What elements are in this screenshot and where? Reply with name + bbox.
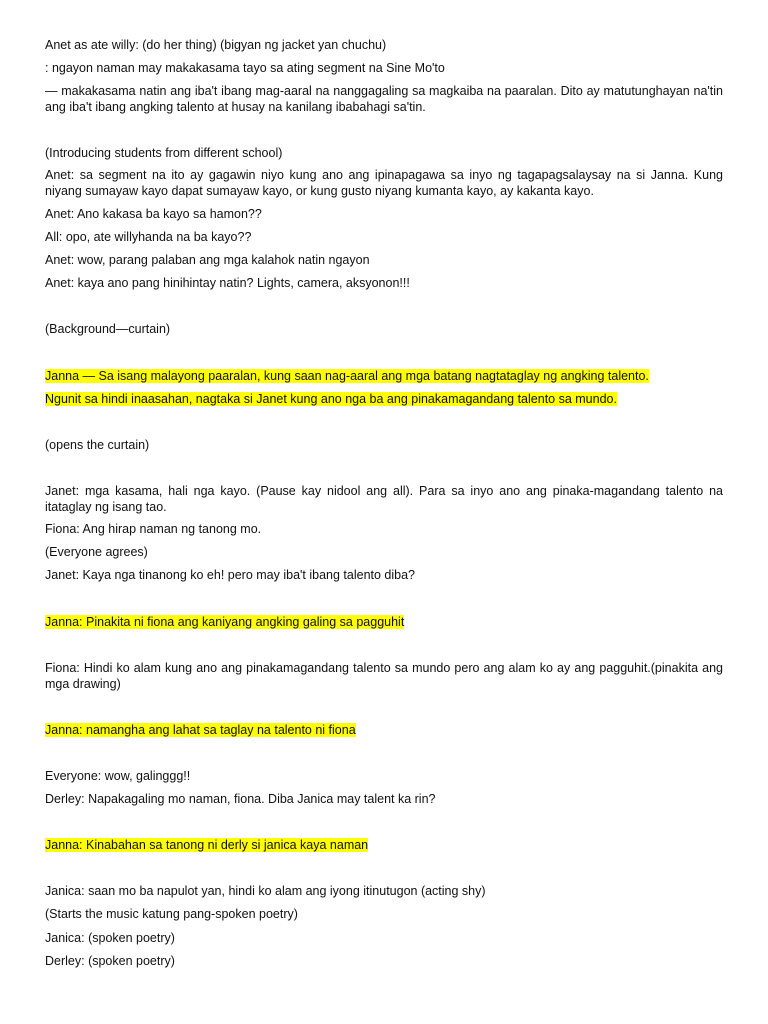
paragraph-text: Janet: Kaya nga tinanong ko eh! pero may iba't ibang talento diba? (45, 568, 416, 582)
script-paragraph (45, 230, 723, 246)
paragraph-text: (Background—curtain) (45, 322, 171, 336)
script-paragraph (45, 207, 723, 223)
script-paragraph (45, 484, 723, 515)
paragraph-text: (Everyone agrees) (45, 545, 148, 559)
script-paragraph (45, 322, 723, 338)
paragraph-text: Janna: Kinabahan sa tanong ni derly si janica kaya naman (45, 838, 369, 852)
paragraph-text: (Starts the music katung pang-spoken poetry) (45, 907, 298, 921)
highlighted-narration (45, 838, 723, 854)
script-paragraph (45, 438, 723, 454)
paragraph-text: (Introducing students from different school) (45, 146, 283, 160)
paragraph-text: Anet as ate willy: (do her thing) (bigyan ng jacket yan chuchu) (45, 38, 387, 52)
script-paragraph (45, 38, 723, 54)
highlighted-narration (45, 615, 723, 631)
highlighted-narration (45, 723, 723, 739)
paragraph-text: Derley: (spoken poetry) (45, 954, 175, 968)
script-paragraph (45, 954, 723, 970)
paragraph-text: Anet: Ano kakasa ba kayo sa hamon?? (45, 207, 262, 221)
paragraph-text: Everyone: wow, galinggg!! (45, 769, 191, 783)
paragraph-text: Anet: wow, parang palaban ang mga kalahok natin ngayon (45, 253, 370, 267)
paragraph-text: Janna — Sa isang malayong paaralan, kung saan nag-aaral ang mga batang nagtataglay ng angking talento. (45, 369, 649, 383)
paragraph-text: Janica: saan mo ba napulot yan, hindi ko alam ang iyong itinutugon (acting shy) (45, 884, 486, 898)
script-paragraph (45, 545, 723, 561)
paragraph-text: Derley: Napakagaling mo naman, fiona. Diba Janica may talent ka rin? (45, 792, 436, 806)
paragraph-text: Janna: namangha ang lahat sa taglay na talento ni fiona (45, 723, 356, 737)
script-paragraph (45, 769, 723, 785)
script-paragraph (45, 792, 723, 808)
paragraph-text: Ngunit sa hindi inaasahan, nagtaka si Janet kung ano nga ba ang pinakamagandang talento sa mundo. (45, 392, 617, 406)
paragraph-text: : ngayon naman may makakasama tayo sa ating segment na Sine Mo'to (45, 61, 445, 75)
script-paragraph (45, 931, 723, 947)
script-paragraph (45, 253, 723, 269)
script-paragraph (45, 907, 723, 923)
script-paragraph (45, 522, 723, 538)
script-paragraph (45, 84, 723, 115)
script-paragraph (45, 168, 723, 199)
script-paragraph (45, 146, 723, 162)
paragraph-text: (opens the curtain) (45, 438, 150, 452)
paragraph-text: Anet: sa segment na ito ay gagawin niyo kung ano ang ipinapagawa sa inyo ng tagapagsalaysay na si Janna. Kung niyang sumayaw kayo dapat sumayaw kayo, or kung gusto niyang kumanta kayo, ay kakanta kayo. (45, 168, 723, 198)
paragraph-text: Anet: kaya ano pang hinihintay natin? Lights, camera, aksyonon!!! (45, 276, 410, 290)
paragraph-text: Janet: mga kasama, hali nga kayo. (Pause kay nidool ang all). Para sa inyo ano ang pinaka-magandang talento na itataglay ng isang tao. (45, 484, 723, 514)
script-paragraph (45, 568, 723, 584)
paragraph-text: Janica: (spoken poetry) (45, 931, 175, 945)
highlighted-narration (45, 392, 723, 408)
script-paragraph (45, 276, 723, 292)
highlighted-narration (45, 369, 723, 385)
script-paragraph (45, 61, 723, 77)
paragraph-text: Fiona: Hindi ko alam kung ano ang pinakamagandang talento sa mundo pero ang alam ko ay ang pagguhit.(pinakita ang mga drawing) (45, 661, 723, 691)
paragraph-text: Janna: Pinakita ni fiona ang kaniyang angking galing sa pagguhit (45, 615, 405, 629)
paragraph-text: — makakasama natin ang iba't ibang mag-aaral na nanggagaling sa magkaiba na paaralan. Dito ay matutunghayan na'tin ang iba't ibang angking talento at husay na kanilang ibabahagi sa'tin. (45, 84, 723, 114)
script-paragraph (45, 661, 723, 692)
script-paragraph (45, 884, 723, 900)
paragraph-text: All: opo, ate willyhanda na ba kayo?? (45, 230, 252, 244)
paragraph-text: Fiona: Ang hirap naman ng tanong mo. (45, 522, 262, 536)
